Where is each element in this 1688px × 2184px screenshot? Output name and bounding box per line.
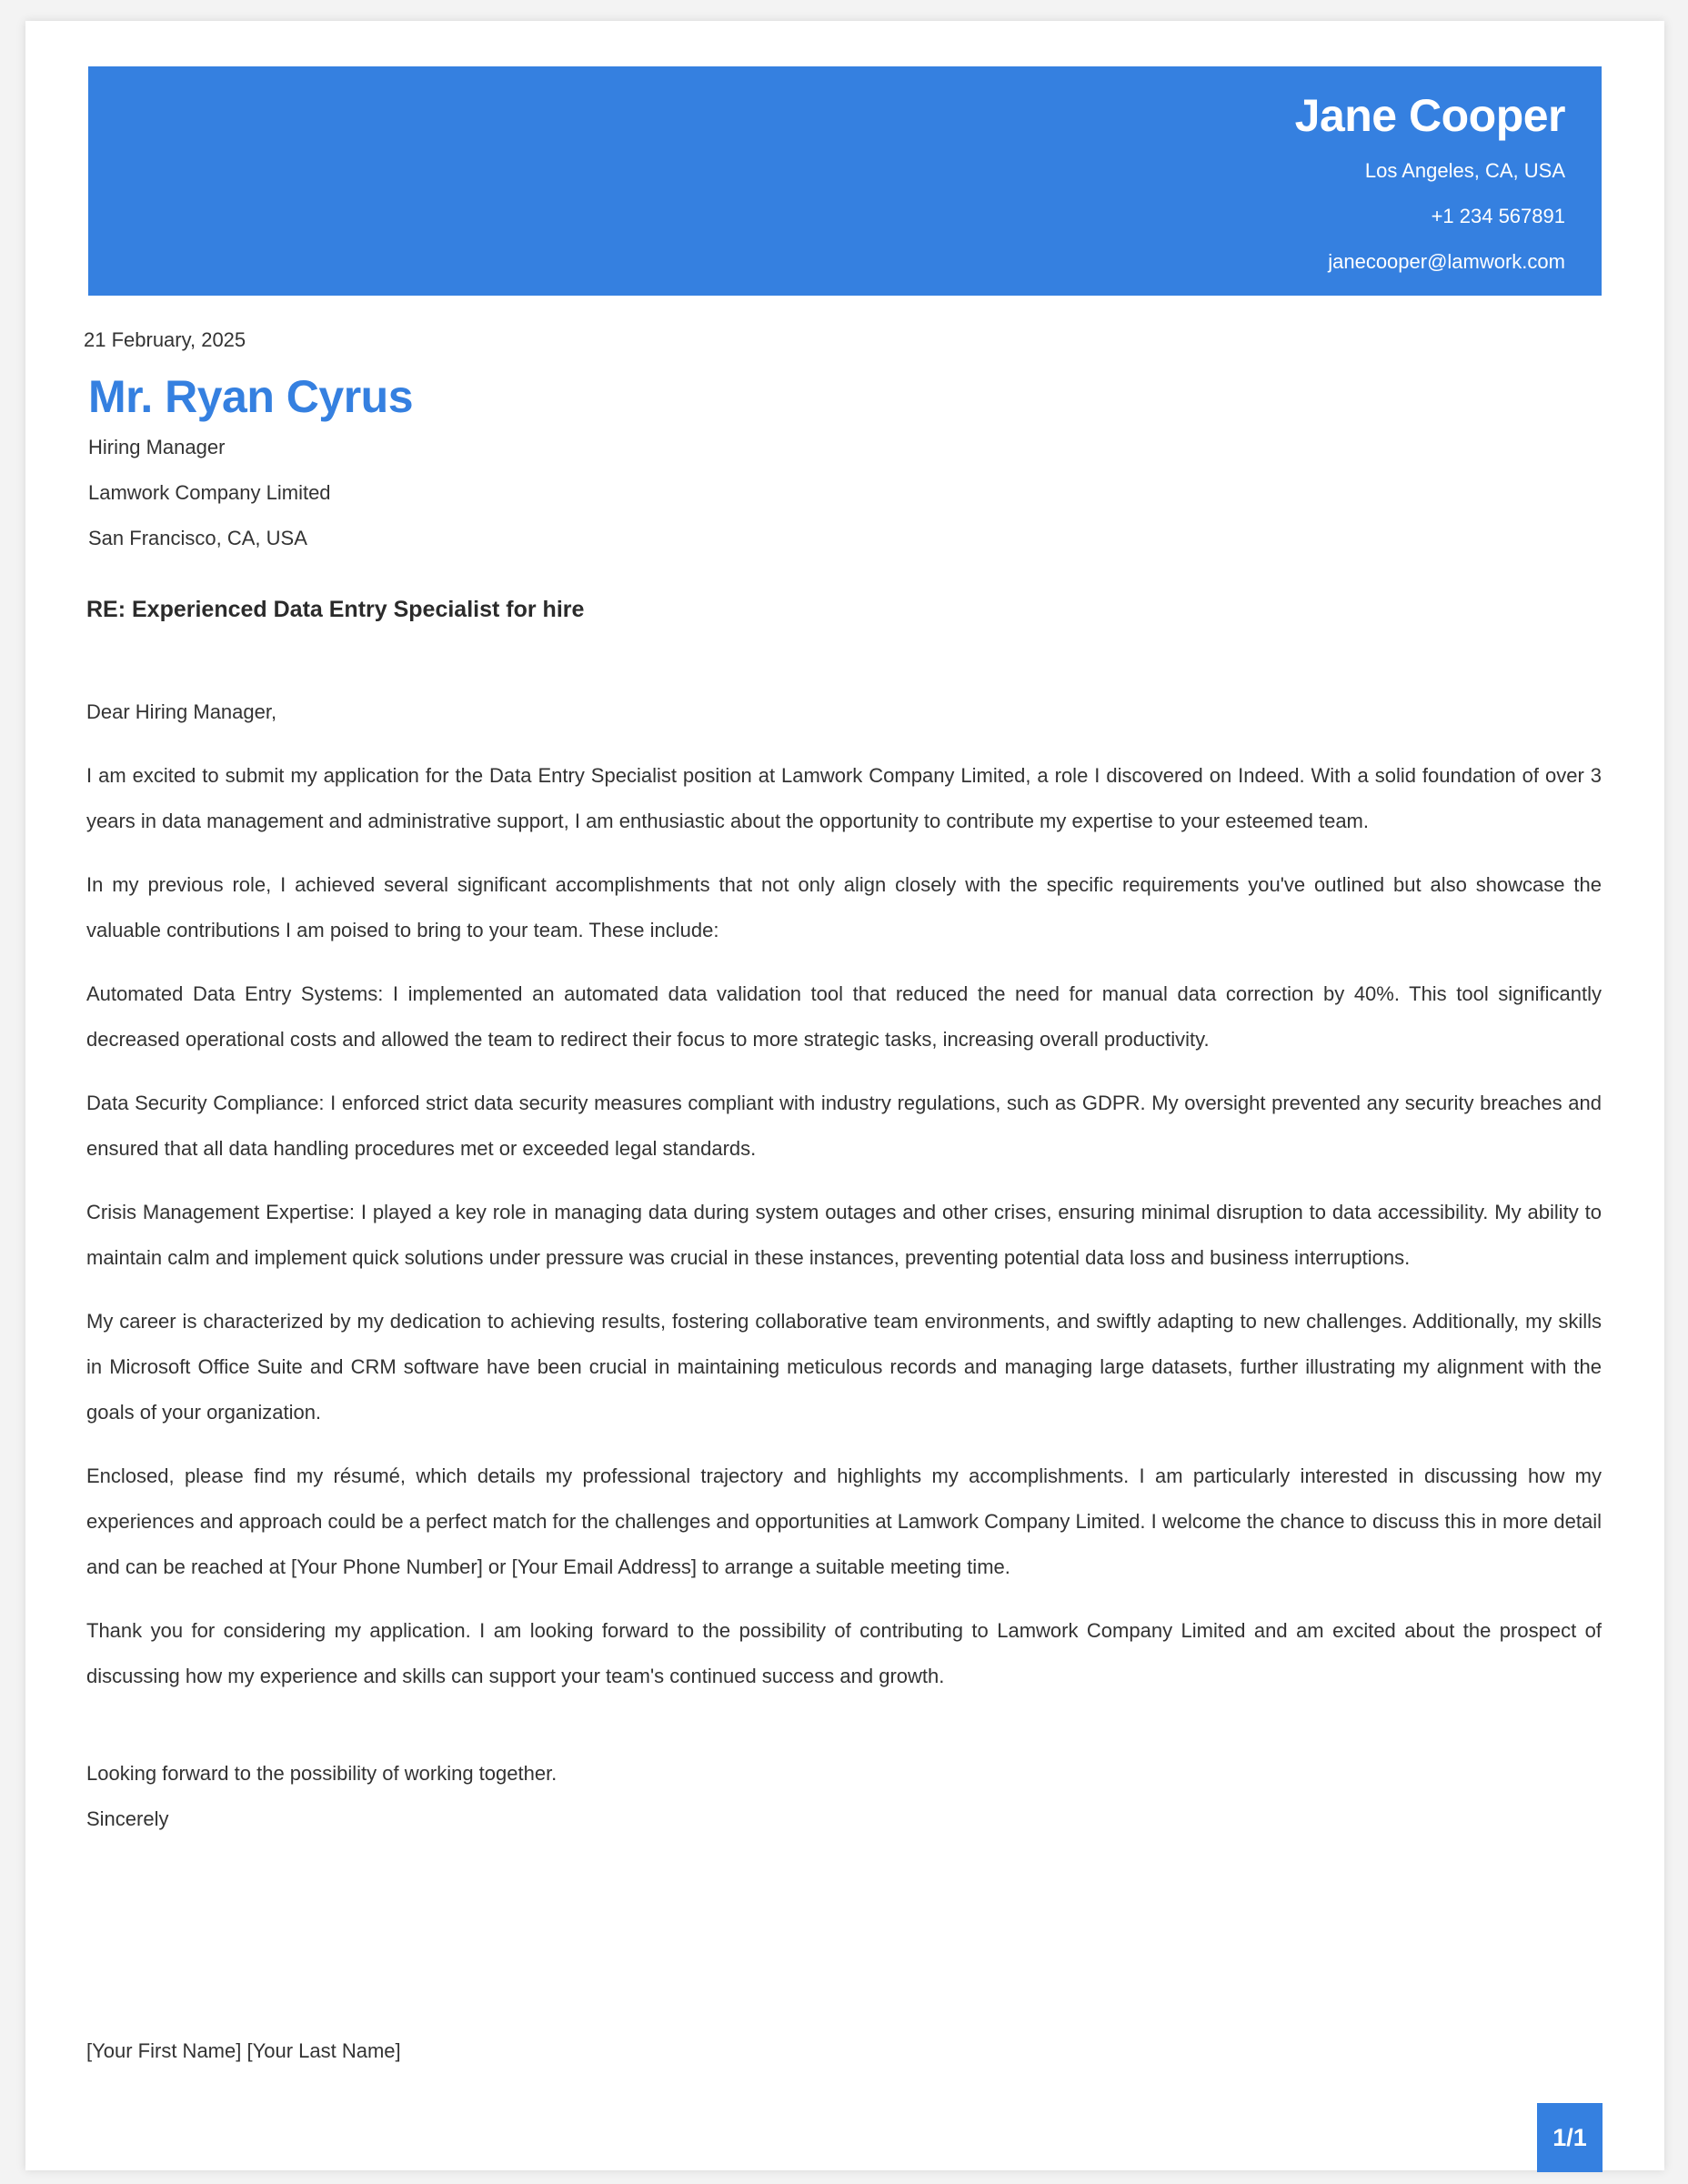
sender-phone: +1 234 567891 bbox=[1431, 205, 1565, 227]
page-number-badge: 1/1 bbox=[1537, 2103, 1603, 2172]
sender-name: Jane Cooper bbox=[1294, 90, 1565, 141]
signoff: Sincerely bbox=[86, 1807, 169, 1830]
signature-name: [Your First Name] [Your Last Name] bbox=[86, 2039, 401, 2062]
paragraph: Automated Data Entry Systems: I implemented an automated data validation tool that reduced the need for manual data correction by 40%. This tool significantly decreased operational costs and allowed the team to redirect their focus to more strategic tasks, increasing overall productivity. bbox=[86, 982, 1602, 1051]
sender-header bbox=[88, 66, 1602, 296]
paragraph: Crisis Management Expertise: I played a key role in managing data during system outages and other crises, ensuring minimal disruption to data accessibility. My ability to maintain calm and implement quick solutions under pressure was crucial in these instances, preventing potential data loss and business interruptions. bbox=[86, 1201, 1602, 1269]
letter-body bbox=[86, 689, 1602, 1717]
paragraph: Data Security Compliance: I enforced strict data security measures compliant with industry regulations, such as GDPR. My oversight prevented any security breaches and ensured that all data handling procedures met or exceeded legal standards. bbox=[86, 1092, 1602, 1160]
salutation: Dear Hiring Manager, bbox=[86, 700, 277, 723]
recipient-name: Mr. Ryan Cyrus bbox=[88, 371, 414, 422]
recipient-location: San Francisco, CA, USA bbox=[88, 527, 307, 549]
recipient-company: Lamwork Company Limited bbox=[88, 481, 331, 504]
closing-block bbox=[86, 1751, 557, 1842]
recipient-block bbox=[88, 425, 331, 561]
paragraph: My career is characterized by my dedication to achieving results, fostering collaborative team environments, and swiftly adapting to new challenges. Additionally, my skills in Microsoft Office Suite and CRM software have been crucial in maintaining meticulous records and managing large datasets, further illustrating my alignment with the goals of your organization. bbox=[86, 1310, 1602, 1424]
paragraph: Enclosed, please find my résumé, which details my professional trajectory and highlights my accomplishments. I am particularly interested in discussing how my experiences and approach could be a perfect match for the challenges and opportunities at Lamwork Company Limited. I welcome the chance to discuss this in more detail and can be reached at [Your Phone Number] or [Your Email Address] to arrange a suitable meeting time. bbox=[86, 1464, 1602, 1578]
recipient-title: Hiring Manager bbox=[88, 436, 226, 458]
closing-line: Looking forward to the possibility of working together. bbox=[86, 1762, 558, 1785]
sender-email: janecooper@lamwork.com bbox=[1328, 250, 1565, 273]
paragraph: Thank you for considering my application. I am looking forward to the possibility of contributing to Lamwork Company Limited and am excited about the prospect of discussing how my experience and skills can support your team's continued success and growth. bbox=[86, 1619, 1602, 1687]
letter-date: 21 February, 2025 bbox=[84, 328, 246, 351]
subject-line: RE: Experienced Data Entry Specialist for hire bbox=[86, 597, 585, 622]
sender-location: Los Angeles, CA, USA bbox=[1364, 159, 1565, 182]
paragraph: In my previous role, I achieved several significant accomplishments that not only align closely with the specific requirements you've outlined but also showcase the valuable contributions I am poised to bring to your team. These include: bbox=[86, 873, 1602, 941]
paragraph: I am excited to submit my application for the Data Entry Specialist position at Lamwork Company Limited, a role I discovered on Indeed. With a solid foundation of over 3 years in data management and administrative support, I am enthusiastic about the opportunity to contribute my expertise to your esteemed team. bbox=[86, 764, 1602, 832]
